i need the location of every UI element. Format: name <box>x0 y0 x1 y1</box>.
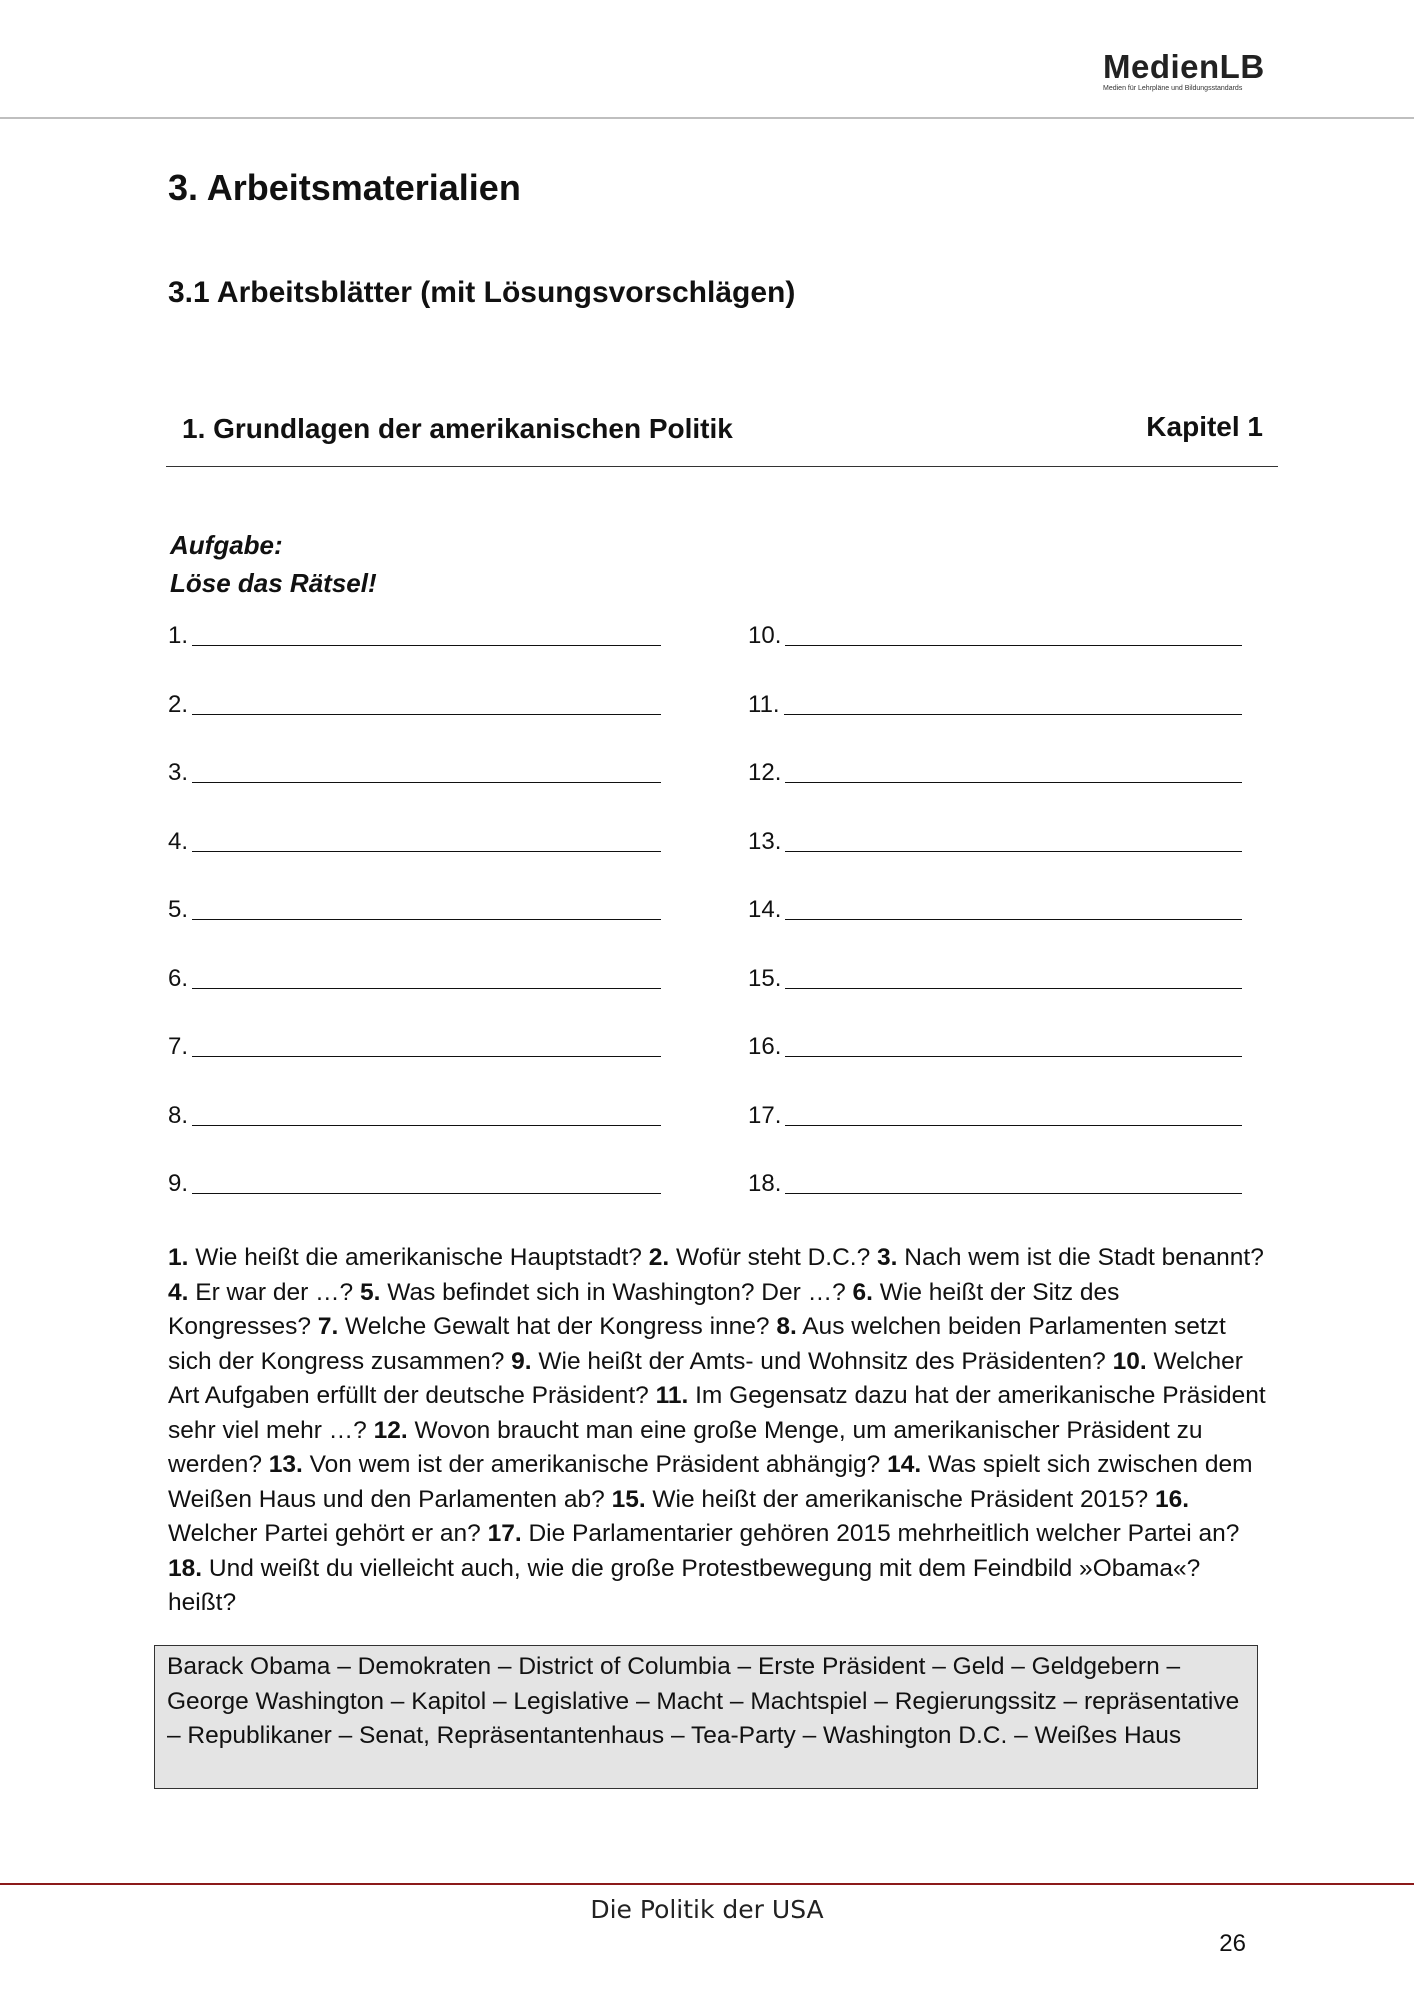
logo-wordmark: MedienLB <box>1103 48 1265 85</box>
question-text: Im Gegensatz dazu hat der amerikanische Präsident sehr viel mehr …? <box>168 1382 1266 1444</box>
chapter-label: Kapitel 1 <box>1146 411 1263 442</box>
blank-number: 7. <box>168 1033 189 1060</box>
blank-line[interactable] <box>192 1169 661 1194</box>
answer-blank-row <box>748 1101 1242 1130</box>
question-text: Was spielt sich zwischen dem Weißen Haus und den Parlamenten ab? <box>168 1451 1253 1513</box>
blank-number: 13. <box>748 827 782 855</box>
question-number: 7. <box>317 1313 339 1340</box>
question-text: Wie heißt der Amts- und Wohnsitz des Präsidenten? <box>531 1347 1113 1375</box>
blank-number: 1. <box>168 622 189 649</box>
blank-line[interactable] <box>785 1101 1242 1126</box>
answer-blank-row <box>748 827 1242 856</box>
question-number: 16. <box>1154 1485 1189 1513</box>
question-text: Aus welchen beiden Parlamenten setzt sich der Kongress zusammen? <box>168 1313 1226 1375</box>
question-list <box>168 1241 1268 1621</box>
question-number: 4. <box>168 1278 189 1306</box>
task-block <box>170 526 377 602</box>
answer-blank-row <box>168 964 661 993</box>
blank-line[interactable] <box>784 690 1242 715</box>
blank-line[interactable] <box>785 1032 1242 1057</box>
answer-blank-row <box>748 621 1242 650</box>
answer-blank-row <box>168 827 661 856</box>
blank-line[interactable] <box>192 690 661 715</box>
question-number: 15. <box>611 1485 646 1513</box>
question-number: 11. <box>655 1382 689 1409</box>
answer-blank-row <box>168 621 661 650</box>
medienlb-logo <box>1103 50 1293 93</box>
blank-number: 9. <box>168 1170 189 1197</box>
blank-number: 8. <box>168 1101 189 1129</box>
footer-title: Die Politik der USA <box>590 1895 824 1924</box>
question-number: 12. <box>373 1416 408 1444</box>
question-text: Wovon braucht man eine große Menge, um amerikanischer Präsident zu werden? <box>168 1416 1203 1478</box>
blank-line[interactable] <box>785 621 1242 646</box>
task-instruction: Löse das Rätsel! <box>170 568 377 598</box>
blank-line[interactable] <box>192 1032 661 1057</box>
blank-number: 3. <box>168 759 189 786</box>
question-number: 5. <box>360 1278 381 1306</box>
question-text: Wie heißt der Sitz des Kongresses? <box>168 1278 1120 1340</box>
blank-number: 16. <box>748 1033 782 1060</box>
blank-line[interactable] <box>785 758 1242 783</box>
blank-line[interactable] <box>192 827 661 852</box>
answer-blank-row <box>168 895 661 924</box>
blank-number: 11. <box>748 690 780 718</box>
blank-line[interactable] <box>192 1101 661 1126</box>
logo-tagline: Medien für Lehrpläne und Bildungsstandards <box>1103 85 1243 92</box>
question-number: 13. <box>268 1451 303 1478</box>
question-text: Welcher Partei gehört er an? <box>168 1520 488 1547</box>
answer-blank-row <box>748 895 1242 924</box>
question-number: 6. <box>852 1278 873 1306</box>
blank-number: 2. <box>168 690 189 718</box>
blank-line[interactable] <box>192 758 661 783</box>
question-text: Die Parlamentarier gehören 2015 mehrheitlich welcher Partei an? <box>521 1520 1240 1547</box>
question-text: Und weißt du vielleicht auch, wie die große Protestbewegung mit dem Feindbild »Obama«? heißt? <box>168 1554 1201 1616</box>
answer-blank-row <box>168 690 661 719</box>
answer-blank-row <box>748 964 1242 993</box>
blank-line[interactable] <box>785 827 1242 852</box>
page-number: 26 <box>1219 1930 1246 1957</box>
blank-number: 14. <box>748 896 782 923</box>
title-divider <box>166 466 1278 467</box>
section-heading: 3. Arbeitsmaterialien <box>168 167 521 208</box>
question-number: 9. <box>511 1347 532 1375</box>
answer-blank-row <box>748 690 1242 719</box>
blank-line[interactable] <box>785 964 1242 989</box>
question-text: Was befindet sich in Washington? Der …? <box>380 1278 853 1306</box>
question-number: 1. <box>168 1244 189 1271</box>
question-number: 17. <box>487 1520 522 1547</box>
task-label: Aufgabe: <box>170 530 283 560</box>
question-text: Welcher Art Aufgaben erfüllt der deutsche Präsident? <box>168 1347 1243 1409</box>
question-text: Welche Gewalt hat der Kongress inne? <box>338 1313 777 1340</box>
question-number: 3. <box>877 1244 898 1271</box>
question-number: 18. <box>168 1554 203 1582</box>
question-number: 10. <box>1112 1347 1147 1375</box>
answer-blank-row <box>168 758 661 787</box>
word-bank: Barack Obama – Demokraten – District of Columbia – Erste Präsident – Geld – Geldgebern – George Washington – Kapitol – Legislative – Macht – Machtspiel – Regierungssitz – repräsentative – Republikaner – Senat, Repräsentantenhaus – Tea-Party – Washington D.C. – Weißes Haus <box>154 1645 1258 1789</box>
blank-number: 10. <box>748 622 782 649</box>
blank-line[interactable] <box>785 895 1242 920</box>
question-text: Wie heißt der amerikanische Präsident 2015? <box>645 1485 1155 1513</box>
answer-blank-row <box>748 1169 1242 1198</box>
blank-number: 6. <box>168 964 189 992</box>
question-text: Wofür steht D.C.? <box>669 1244 878 1271</box>
blank-number: 18. <box>748 1170 782 1197</box>
answer-blank-row <box>168 1101 661 1130</box>
blank-number: 17. <box>748 1101 782 1129</box>
question-number: 8. <box>776 1313 797 1340</box>
question-text: Er war der …? <box>188 1278 360 1306</box>
answer-blank-row <box>748 758 1242 787</box>
question-text: Nach wem ist die Stadt benannt? <box>897 1244 1264 1271</box>
blank-line[interactable] <box>785 1169 1242 1194</box>
question-text: Von wem ist der amerikanische Präsident abhängig? <box>302 1451 888 1478</box>
blank-number: 12. <box>748 759 782 786</box>
answer-blank-row <box>168 1169 661 1198</box>
answer-blank-row <box>748 1032 1242 1061</box>
worksheet-title: 1. Grundlagen der amerikanischen Politik <box>182 413 733 444</box>
question-number: 2. <box>648 1244 670 1271</box>
header-divider <box>0 117 1414 119</box>
blank-number: 5. <box>168 896 189 923</box>
blank-number: 4. <box>168 827 189 855</box>
subsection-heading: 3.1 Arbeitsblätter (mit Lösungsvorschlägen) <box>168 276 796 309</box>
question-number: 14. <box>887 1451 922 1478</box>
question-text: Wie heißt die amerikanische Hauptstadt? <box>188 1244 649 1271</box>
blank-line[interactable] <box>192 895 661 920</box>
blank-number: 15. <box>748 964 782 992</box>
answer-blank-row <box>168 1032 661 1061</box>
blank-line[interactable] <box>192 964 661 989</box>
blank-line[interactable] <box>192 621 661 646</box>
footer-divider <box>0 1883 1414 1885</box>
